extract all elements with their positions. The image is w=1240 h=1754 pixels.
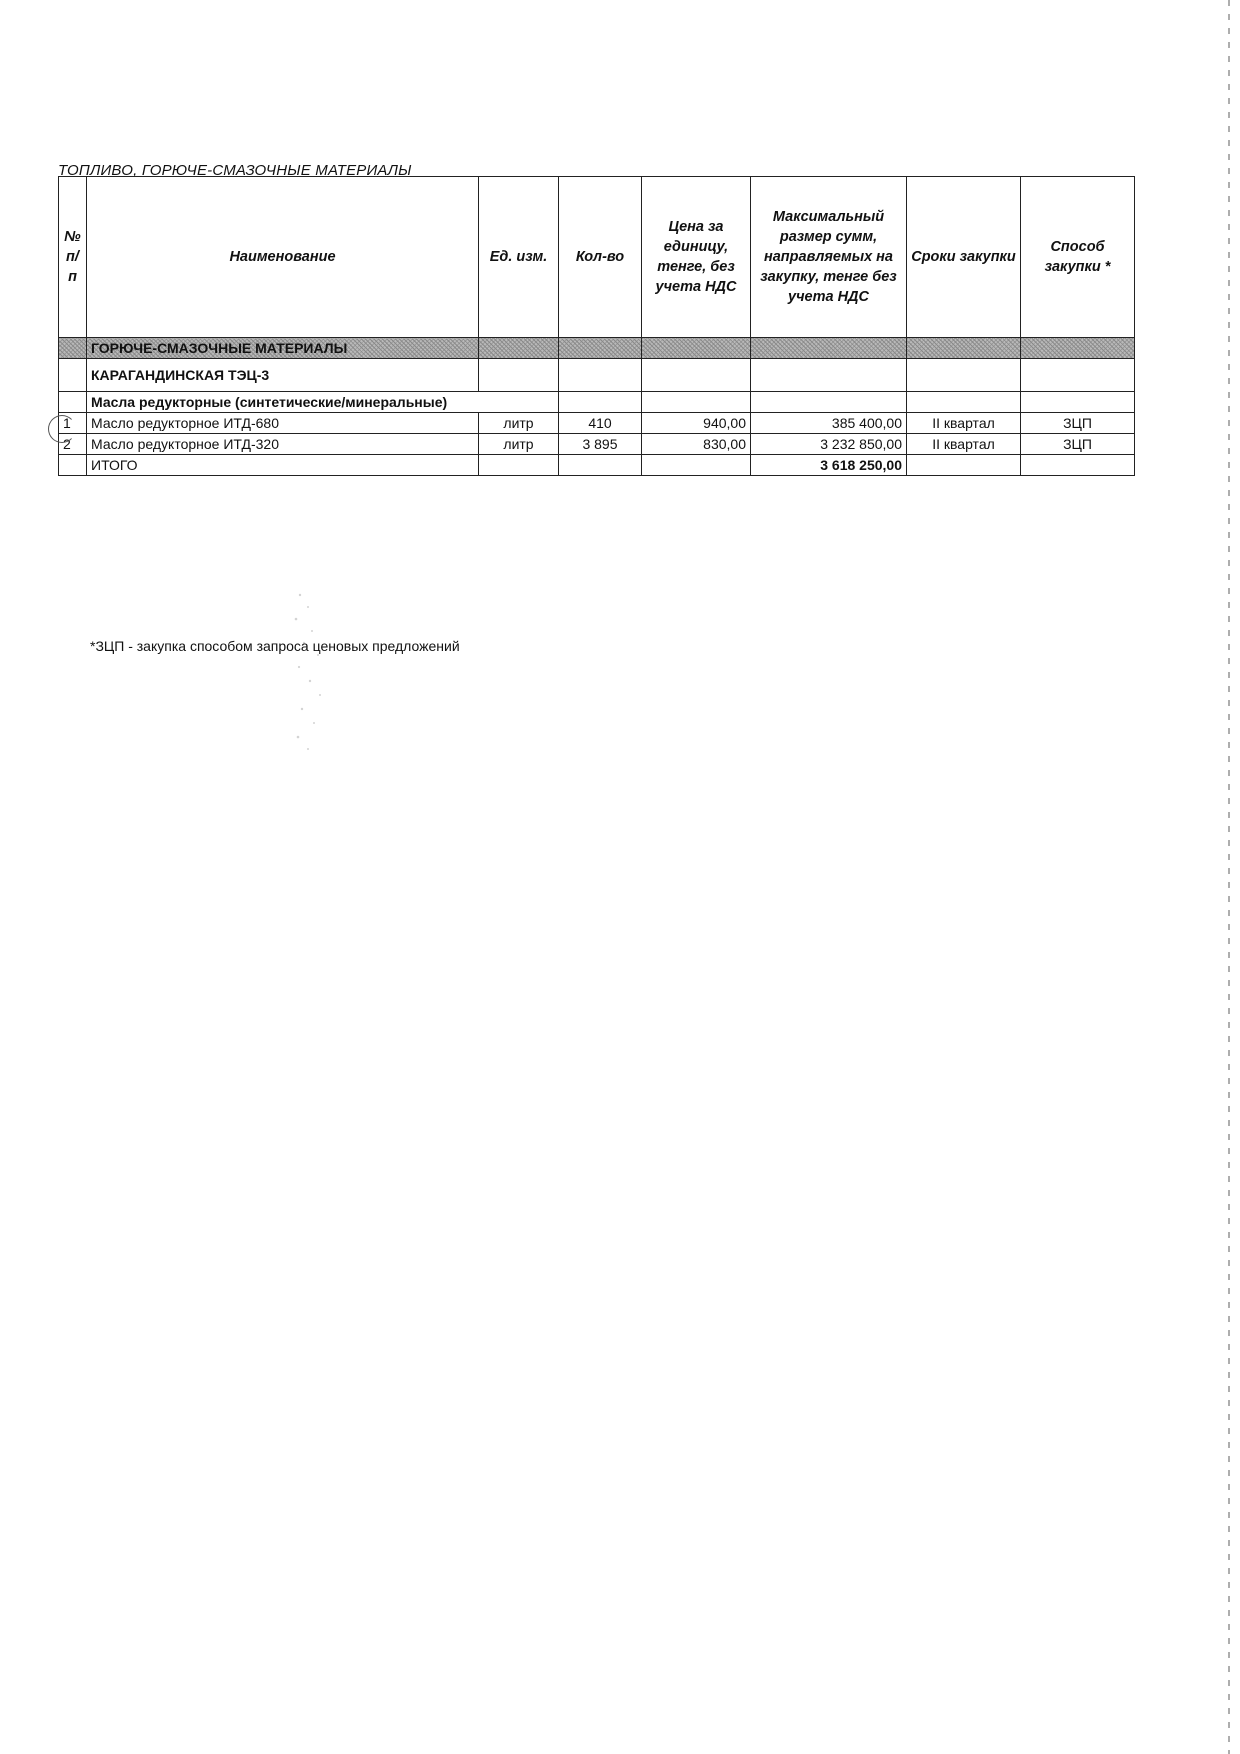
org-cell	[751, 359, 907, 392]
procurement-table	[58, 176, 1135, 476]
group-cell	[751, 392, 907, 413]
total-sum: 3 618 250,00	[751, 455, 907, 476]
row-terms: II квартал	[907, 413, 1021, 434]
header-method: Способ закупки *	[1021, 177, 1135, 338]
row-method: ЗЦП	[1021, 434, 1135, 455]
total-cell	[642, 455, 751, 476]
org-cell	[479, 359, 559, 392]
page-title: ТОПЛИВО, ГОРЮЧЕ-СМАЗОЧНЫЕ МАТЕРИАЛЫ	[58, 162, 412, 179]
org-num-cell	[59, 359, 87, 392]
row-name: Масло редукторное ИТД-320	[87, 434, 479, 455]
org-cell	[559, 359, 642, 392]
faded-stamp-icon	[290, 585, 350, 755]
category-row	[59, 338, 1135, 359]
org-cell	[1021, 359, 1135, 392]
header-num: № п/п	[59, 177, 87, 338]
category-cell	[907, 338, 1021, 359]
row-terms: II квартал	[907, 434, 1021, 455]
row-price: 940,00	[642, 413, 751, 434]
organization-label: КАРАГАНДИНСКАЯ ТЭЦ-3	[87, 359, 479, 392]
category-cell	[642, 338, 751, 359]
group-num-cell	[59, 392, 87, 413]
row-qty: 3 895	[559, 434, 642, 455]
group-cell	[907, 392, 1021, 413]
row-unit: литр	[479, 434, 559, 455]
row-unit: литр	[479, 413, 559, 434]
total-cell	[1021, 455, 1135, 476]
category-label: ГОРЮЧЕ-СМАЗОЧНЫЕ МАТЕРИАЛЫ	[87, 338, 479, 359]
category-cell	[559, 338, 642, 359]
org-cell	[907, 359, 1021, 392]
table-row	[59, 413, 1135, 434]
row-num: 1	[59, 413, 87, 434]
category-cell	[751, 338, 907, 359]
total-label: ИТОГО	[87, 455, 479, 476]
scan-margin-line	[1228, 0, 1230, 1754]
row-name: Масло редукторное ИТД-680	[87, 413, 479, 434]
total-cell	[479, 455, 559, 476]
group-cell	[1021, 392, 1135, 413]
row-sum: 385 400,00	[751, 413, 907, 434]
total-row	[59, 455, 1135, 476]
header-price: Цена за единицу, тенге, без учета НДС	[642, 177, 751, 338]
handwritten-mark-icon	[48, 415, 76, 443]
category-cell	[1021, 338, 1135, 359]
row-qty: 410	[559, 413, 642, 434]
org-cell	[642, 359, 751, 392]
group-cell	[642, 392, 751, 413]
total-cell	[907, 455, 1021, 476]
category-num-cell	[59, 338, 87, 359]
group-row	[59, 392, 1135, 413]
header-unit: Ед. изм.	[479, 177, 559, 338]
category-cell	[479, 338, 559, 359]
row-price: 830,00	[642, 434, 751, 455]
header-name: Наименование	[87, 177, 479, 338]
footnote: *ЗЦП - закупка способом запроса ценовых предложений	[90, 638, 460, 654]
group-cell	[559, 392, 642, 413]
total-cell	[559, 455, 642, 476]
row-num: 2	[59, 434, 87, 455]
row-method: ЗЦП	[1021, 413, 1135, 434]
header-qty: Кол-во	[559, 177, 642, 338]
row-sum: 3 232 850,00	[751, 434, 907, 455]
organization-row	[59, 359, 1135, 392]
total-num-cell	[59, 455, 87, 476]
header-max-sum: Максимальный размер сумм, направляемых на закупку, тенге без учета НДС	[751, 177, 907, 338]
header-row	[59, 177, 1135, 338]
group-label: Масла редукторные (синтетические/минеральные)	[87, 392, 559, 413]
header-terms: Сроки закупки	[907, 177, 1021, 338]
table-row	[59, 434, 1135, 455]
